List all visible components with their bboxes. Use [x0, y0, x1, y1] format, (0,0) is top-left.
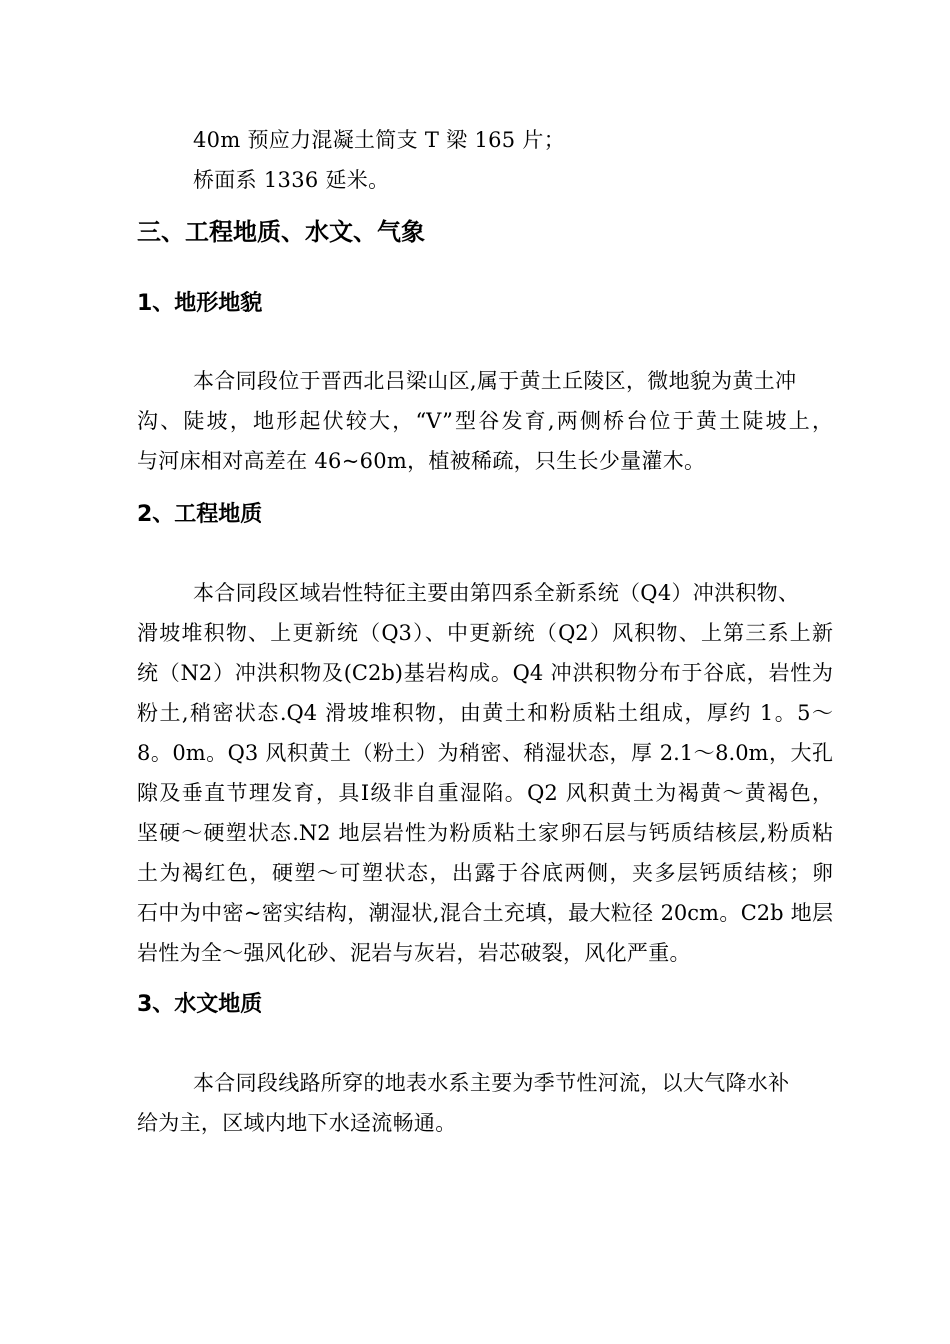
paragraph-line: 滑坡堆积物、上更新统（Q3）、中更新统（Q2）风积物、上第三系上新	[137, 621, 833, 645]
paragraph-line: 坚硬～硬塑状态.N2 地层岩性为粉质粘土家卵石层与钙质结核层,粉质粘	[137, 821, 833, 845]
paragraph-line: 本合同段线路所穿的地表水系主要为季节性河流，以大气降水补	[193, 1071, 790, 1095]
paragraph-line: 隙及垂直节理发育，具Ⅰ级非自重湿陷。Q2 风积黄土为褐黄～黄褐色，	[137, 781, 833, 805]
paragraph-line: 与河床相对高差在 46~60m，植被稀疏，只生长少量灌木。	[137, 449, 706, 473]
subsection-heading-geology: 2、工程地质	[137, 502, 263, 527]
paragraph-line: 石中为中密~密实结构，潮湿状,混合土充填，最大粒径 20cm。C2b 地层	[137, 901, 833, 925]
subsection-heading-terrain: 1、地形地貌	[137, 291, 263, 316]
paragraph-line: 统（N2）冲洪积物及(C2b)基岩构成。Q4 冲洪积物分布于谷底，岩性为	[137, 661, 833, 685]
paragraph-line: 沟、陡坡，地形起伏较大，“V”型谷发育,两侧桥台位于黄土陡坡上，	[137, 409, 833, 433]
paragraph-line: 本合同段位于晋西北吕梁山区,属于黄土丘陵区，微地貌为黄土冲	[193, 369, 797, 393]
section-heading: 三、工程地质、水文、气象	[137, 218, 425, 246]
subsection-heading-hydrology: 3、水文地质	[137, 992, 263, 1017]
paragraph-line: 给为主，区域内地下水迳流畅通。	[137, 1111, 457, 1135]
paragraph-line: 土为褐红色，硬塑～可塑状态，出露于谷底两侧，夹多层钙质结核；卵	[137, 861, 833, 885]
paragraph-line: 岩性为全～强风化砂、泥岩与灰岩，岩芯破裂，风化严重。	[137, 941, 691, 965]
paragraph-line: 8。0m。Q3 风积黄土（粉土）为稍密、稍湿状态，厚 2.1～8.0m，大孔	[137, 741, 833, 765]
paragraph-line: 粉土,稍密状态.Q4 滑坡堆积物，由黄土和粉质粘土组成，厚约 1。5～	[137, 701, 833, 725]
intro-line-1: 40m 预应力混凝土简支 T 梁 165 片；	[193, 128, 565, 152]
intro-line-2: 桥面系 1336 延米。	[193, 168, 390, 192]
paragraph-line: 本合同段区域岩性特征主要由第四系全新系统（Q4）冲洪积物、	[193, 581, 800, 605]
